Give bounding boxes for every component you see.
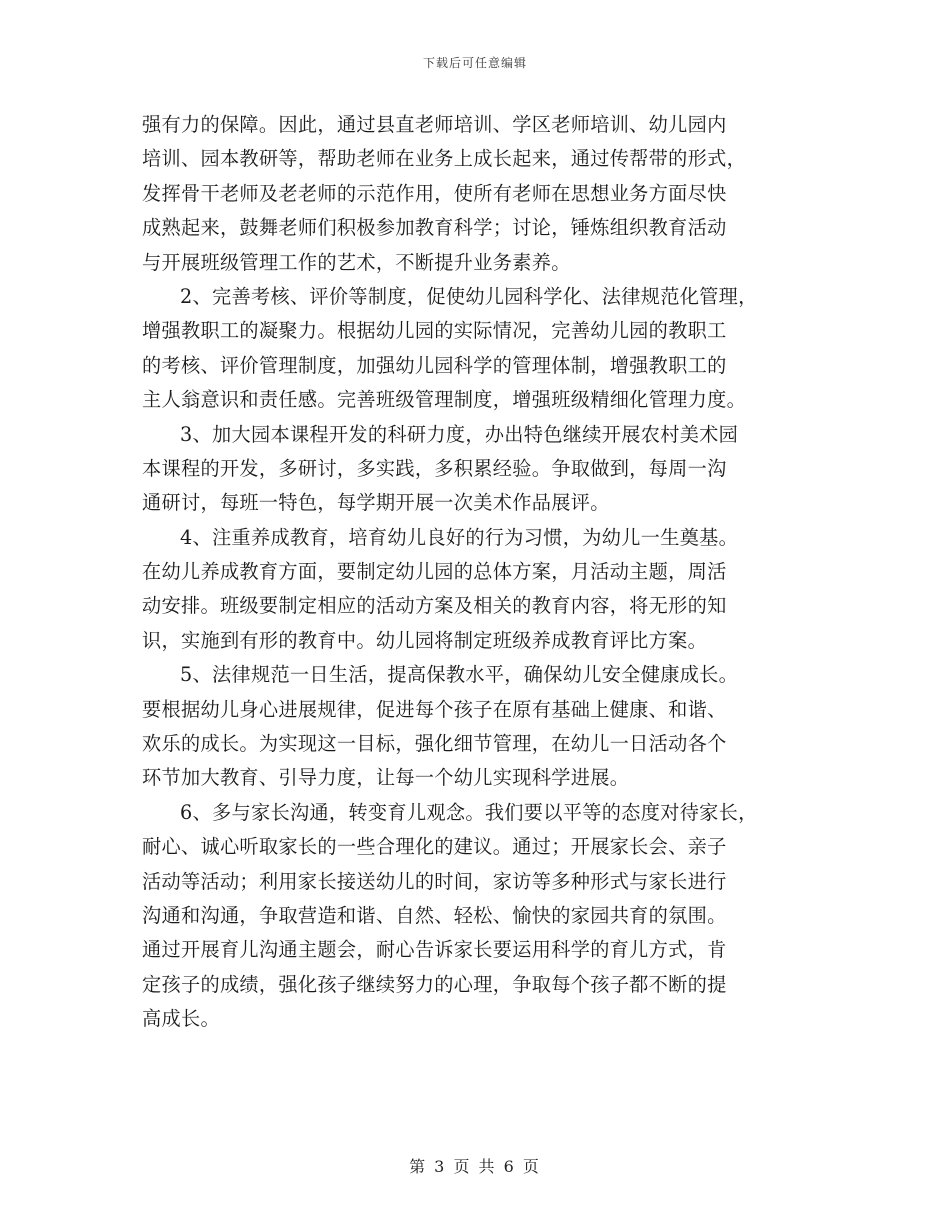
body-text [142,108,822,1037]
text-line: 的考核、评价管理制度，加强幼儿园科学的管理体制，增强教职工的 [142,353,727,377]
page-header: 下载后可任意编辑 [422,56,527,70]
text-line: 沟通和沟通，争取营造和谐、自然、轻松、愉快的家园共育的氛围。 [142,903,727,927]
text-line: 5、法律规范一日生活，提高保教水平，确保幼儿安全健康成长。 [180,663,739,687]
text-line: 成熟起来，鼓舞老师们积极参加教育科学；讨论，锤炼组织教育活动 [142,216,727,240]
text-line: 高成长。 [142,1007,220,1031]
text-line: 耐心、诚心听取家长的一些合理化的建议。通过；开展家长会、亲子 [142,835,727,859]
text-line: 动安排。班级要制定相应的活动方案及相关的教育内容，将无形的知 [142,594,727,618]
text-line: 本课程的开发，多研讨，多实践，多积累经验。争取做到，每周一沟 [142,456,727,480]
text-line: 4、注重养成教育，培育幼儿良好的行为习惯，为幼儿一生奠基。 [180,525,739,549]
text-line: 欢乐的成长。为实现这一目标，强化细节管理，在幼儿一日活动各个 [142,732,727,756]
text-line: 识，实施到有形的教育中。幼儿园将制定班级养成教育评比方案。 [142,628,708,652]
text-line: 增强教职工的凝聚力。根据幼儿园的实际情况，完善幼儿园的教职工 [142,319,727,343]
text-line: 强有力的保障。因此，通过县直老师培训、学区老师培训、幼儿园内 [142,113,727,136]
text-line: 6、多与家长沟通，转变育儿观念。我们要以平等的态度对待家长， [180,800,758,824]
text-line: 在幼儿养成教育方面，要制定幼儿园的总体方案，月活动主题，周活 [142,560,727,584]
text-line: 要根据幼儿身心进展规律，促进每个孩子在原有基础上健康、和谐、 [142,697,727,721]
text-line: 通研讨，每班一特色，每学期开展一次美术作品展评。 [142,491,610,515]
text-line: 2、完善考核、评价等制度，促使幼儿园科学化、法律规范化管理， [180,284,758,308]
page-footer: 第 3 页 共 6 页 [409,1157,541,1176]
text-line: 发挥骨干老师及老老师的示范作用，使所有老师在思想业务方面尽快 [142,181,727,205]
text-line: 3、加大园本课程开发的科研力度，办出特色继续开展农村美术园 [180,422,739,446]
text-line: 活动等活动；利用家长接送幼儿的时间，家访等多种形式与家长进行 [142,869,727,893]
text-line: 与开展班级管理工作的艺术，不断提升业务素养。 [142,250,571,274]
text-line: 定孩子的成绩，强化孩子继续努力的心理，争取每个孩子都不断的提 [142,972,727,996]
text-line: 环节加大教育、引导力度，让每一个幼儿实现科学进展。 [142,766,630,790]
text-line: 主人翁意识和责任感。完善班级管理制度，增强班级精细化管理力度。 [142,388,747,412]
text-line: 培训、园本教研等，帮助老师在业务上成长起来，通过传帮带的形式， [142,147,747,171]
text-line: 通过开展育儿沟通主题会，耐心告诉家长要运用科学的育儿方式，肯 [142,938,727,962]
